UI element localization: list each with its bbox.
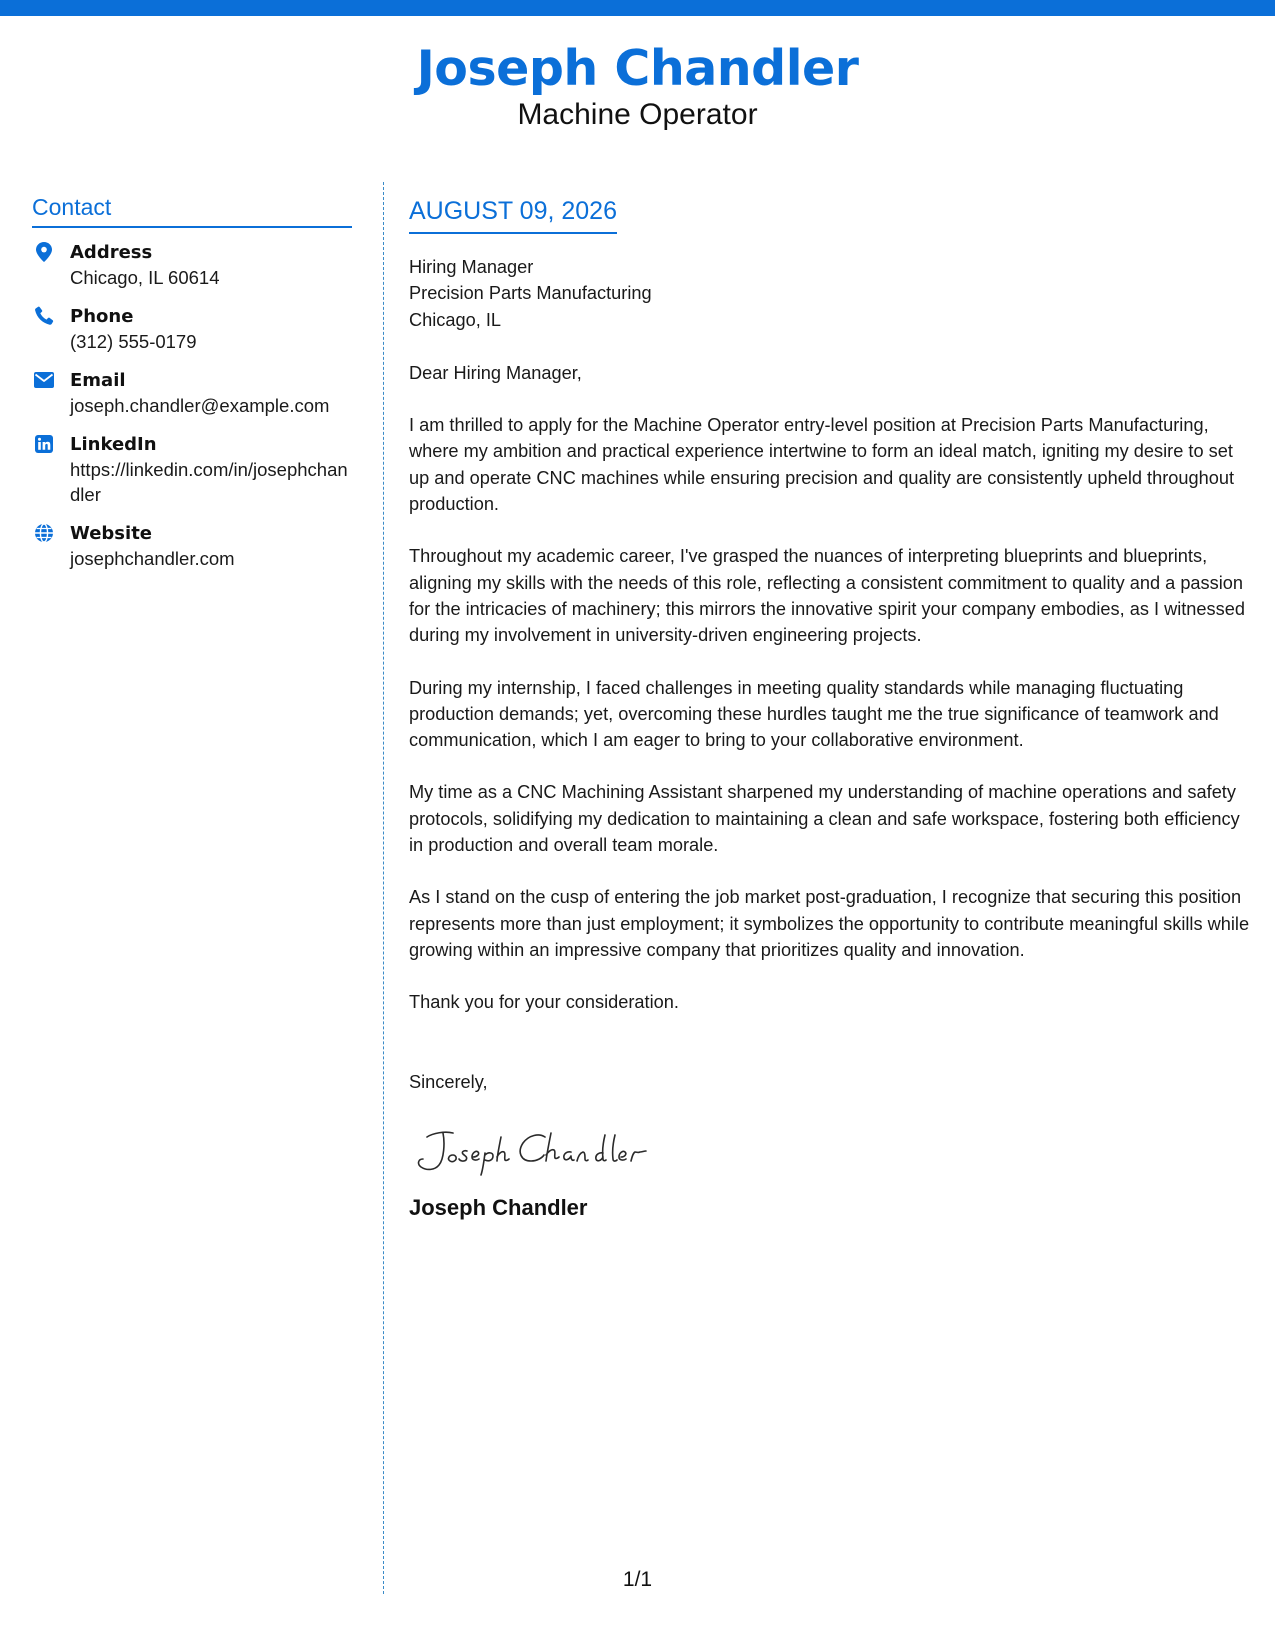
handwritten-signature xyxy=(409,1117,1251,1181)
letter-paragraph: During my internship, I faced challenges in meeting quality standards while managing fluctuating production demands; yet, overcoming these hurdles taught me the true significance of teamwork and communication, which I am eager to bring to your collaborative environment. xyxy=(409,677,1219,751)
contact-value-email[interactable]: joseph.chandler@example.com xyxy=(70,394,330,416)
contact-list xyxy=(32,240,352,571)
header xyxy=(0,40,1275,131)
column-divider xyxy=(383,182,384,1594)
recipient-role: Hiring Manager xyxy=(409,257,534,277)
contact-label-website: Website xyxy=(70,522,153,544)
letter-paragraph: As I stand on the cusp of entering the job market post-graduation, I recognize that securing this position represents more than just employment; it symbolizes the opportunity to contribute meaningful skills while growing within an impressive company that prioritizes quality and innovation. xyxy=(409,887,1250,960)
contact-item-email xyxy=(32,368,352,418)
recipient-location: Chicago, IL xyxy=(409,309,502,330)
job-title: Machine Operator xyxy=(517,97,758,131)
applicant-name: Joseph Chandler xyxy=(416,40,859,97)
top-accent-bar xyxy=(0,0,1275,16)
contact-label-email: Email xyxy=(70,369,126,391)
closing: Sincerely, xyxy=(409,1071,488,1092)
contact-value-website[interactable]: josephchandler.com xyxy=(70,547,235,569)
letter-paragraph: My time as a CNC Machining Assistant sharpened my understanding of machine operations and safety protocols, solidifying my dedication to maintaining a clean and safe workspace, fostering both efficiency in production and overall team morale. xyxy=(409,782,1240,856)
contact-item-phone xyxy=(32,304,352,354)
letter-date: AUGUST 09, 2026 xyxy=(409,196,617,234)
contact-value-linkedin[interactable]: https://linkedin.com/in/josephchandler xyxy=(70,458,348,505)
contact-sidebar xyxy=(32,194,352,585)
email-icon xyxy=(32,368,56,392)
linkedin-icon xyxy=(32,432,56,456)
contact-label-phone: Phone xyxy=(70,305,134,327)
page-number: 1/1 xyxy=(622,1568,653,1591)
contact-label-linkedin: LinkedIn xyxy=(70,433,157,455)
recipient-company: Precision Parts Manufacturing xyxy=(409,283,652,304)
contact-item-address xyxy=(32,240,352,290)
contact-item-linkedin xyxy=(32,432,352,507)
letter-paragraph: I am thrilled to apply for the Machine Operator entry-level position at Precision Parts Manufacturing, where my ambition and practical experience intertwine to form an ideal match, igniting my desire to set up and operate CNC machines while ensuring precision and quality are consistently upheld throughout production. xyxy=(409,415,1235,515)
contact-item-website xyxy=(32,521,352,571)
letter-paragraph: Throughout my academic career, I've grasped the nuances of interpreting blueprints and blueprints, aligning my skills with the needs of this role, reflecting a consistent commitment to quality and a passion for the intricacies of machinery; this mirrors the innovative spirit your company embodies, as I witnessed during my involvement in university-driven engineering projects. xyxy=(409,546,1245,646)
contact-label-address: Address xyxy=(70,241,153,263)
location-pin-icon xyxy=(32,240,56,264)
signed-name: Joseph Chandler xyxy=(409,1194,588,1220)
letter-paragraph-thanks: Thank you for your consideration. xyxy=(409,992,679,1013)
letter-body xyxy=(409,196,1251,1221)
contact-value-phone: (312) 555-0179 xyxy=(70,330,197,352)
contact-value-address: Chicago, IL 60614 xyxy=(70,266,220,288)
recipient-block xyxy=(409,254,1251,333)
globe-icon xyxy=(32,521,56,545)
phone-icon xyxy=(32,304,56,328)
salutation: Dear Hiring Manager, xyxy=(409,362,582,383)
contact-heading: Contact xyxy=(32,194,352,228)
